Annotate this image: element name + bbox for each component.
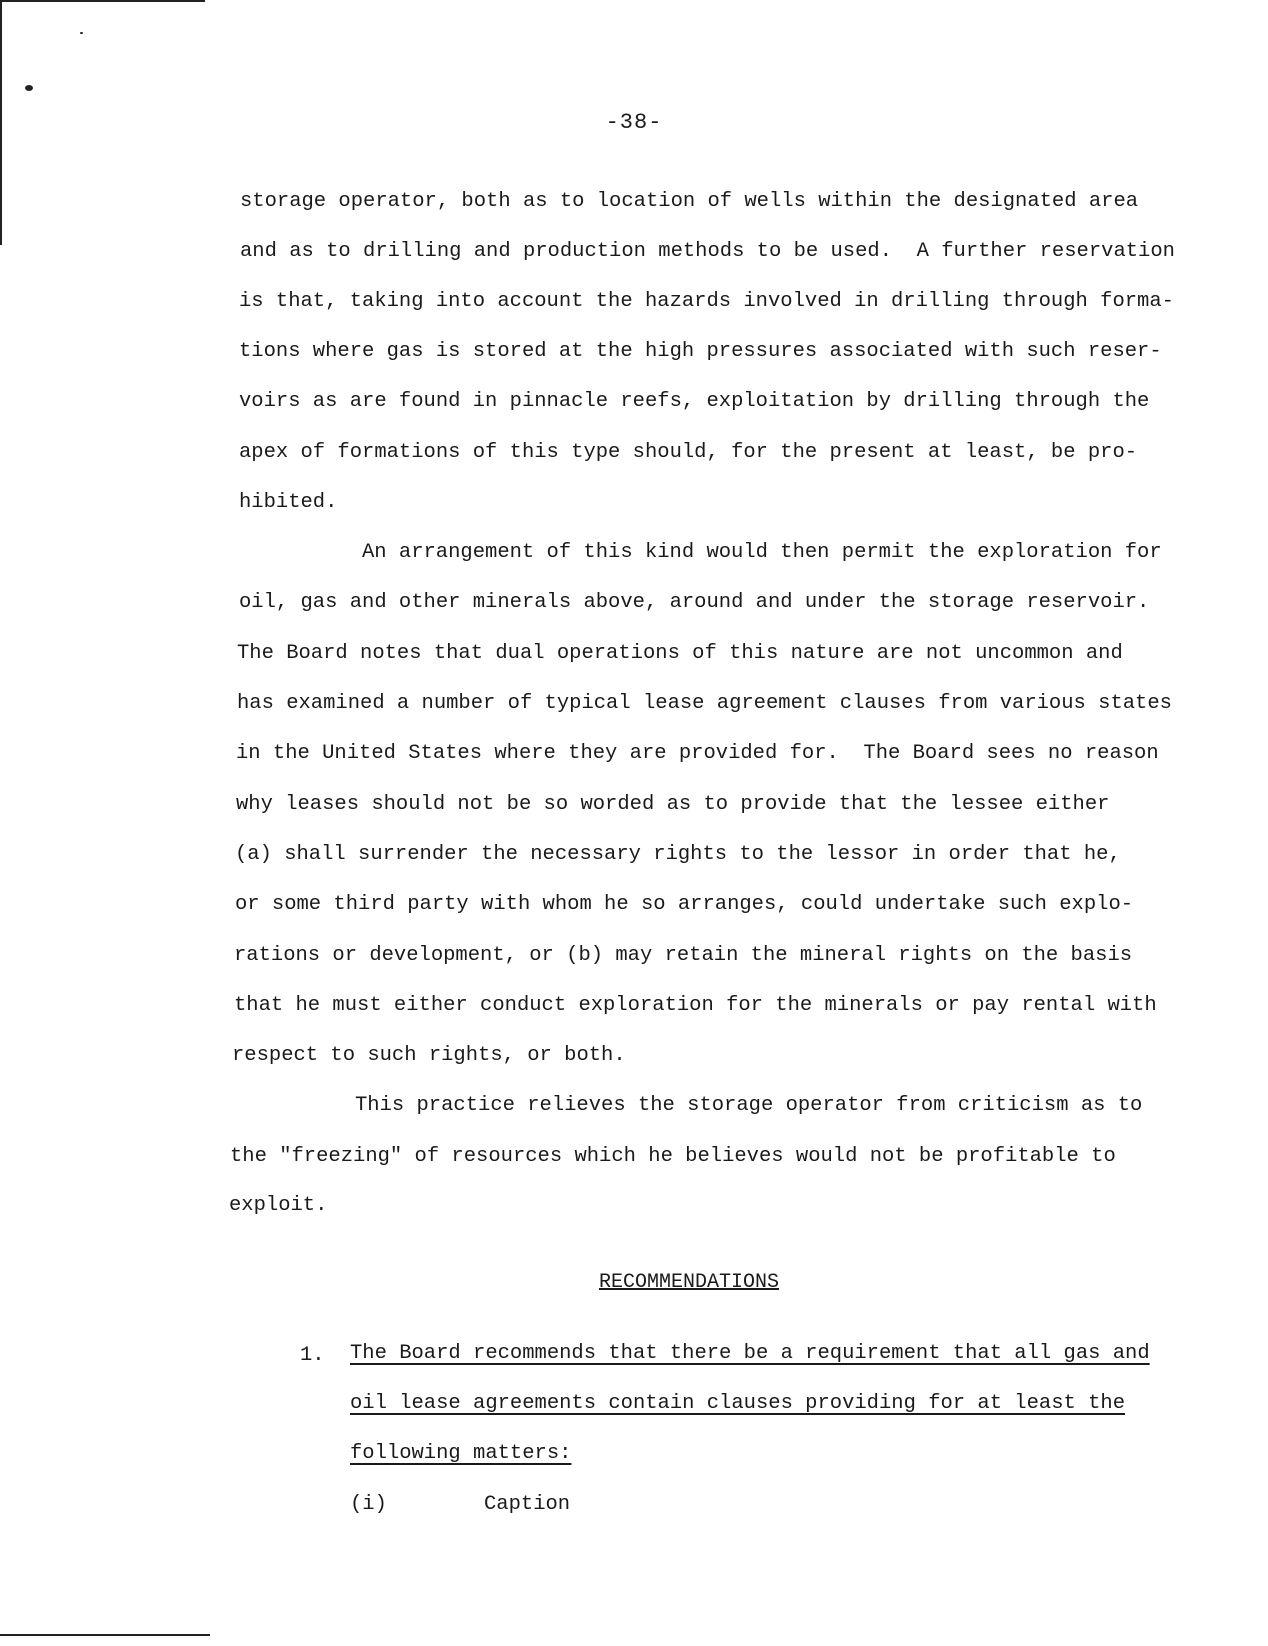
page-number: -38- xyxy=(605,110,663,135)
recommendation-line: following matters: xyxy=(350,1442,572,1465)
text-line: oil, gas and other minerals above, around and under the storage reservoir. xyxy=(239,591,1150,614)
text-line: (a) shall surrender the necessary rights to the lessor in order that he, xyxy=(235,843,1121,866)
text-line: An arrangement of this kind would then permit the exploration for xyxy=(362,541,1162,564)
text-line: in the United States where they are provided for. The Board sees no reason xyxy=(236,742,1159,765)
scan-speck xyxy=(80,32,83,34)
text-line: the "freezing" of resources which he believes would not be profitable to xyxy=(230,1145,1116,1168)
text-line: tions where gas is stored at the high pressures associated with such reser- xyxy=(239,340,1162,363)
text-line: apex of formations of this type should, for the present at least, be pro- xyxy=(239,441,1138,464)
text-line: exploit. xyxy=(229,1194,328,1217)
text-line: is that, taking into account the hazards involved in drilling through forma- xyxy=(239,290,1174,313)
scan-border-top xyxy=(0,0,205,2)
text-line: storage operator, both as to location of wells within the designated area xyxy=(240,190,1139,213)
text-line: hibited. xyxy=(239,491,338,514)
recommendation-line: The Board recommends that there be a requirement that all gas and xyxy=(350,1342,1150,1365)
text-line: respect to such rights, or both. xyxy=(232,1044,626,1067)
recommendation-line: oil lease agreements contain clauses providing for at least the xyxy=(350,1392,1126,1415)
text-line: why leases should not be so worded as to provide that the lessee either xyxy=(236,793,1110,816)
recommendation-number: 1. xyxy=(300,1344,325,1367)
text-line: The Board notes that dual operations of this nature are not uncommon and xyxy=(237,642,1123,665)
recommendations-heading: RECOMMENDATIONS xyxy=(599,1271,780,1294)
subitem-marker: (i) xyxy=(350,1493,387,1516)
text-line: or some third party with whom he so arranges, could undertake such explo- xyxy=(235,893,1134,916)
text-line: and as to drilling and production methods to be used. A further reservation xyxy=(240,240,1175,263)
scan-border-bottom xyxy=(0,1634,210,1636)
text-line: that he must either conduct exploration for the minerals or pay rental with xyxy=(234,994,1157,1017)
text-line: rations or development, or (b) may retain the mineral rights on the basis xyxy=(234,944,1133,967)
scan-speck xyxy=(25,85,33,91)
text-line: voirs as are found in pinnacle reefs, exploitation by drilling through the xyxy=(239,390,1150,413)
subitem-label: Caption xyxy=(484,1493,571,1516)
text-line: This practice relieves the storage operator from criticism as to xyxy=(355,1094,1143,1117)
text-line: has examined a number of typical lease agreement clauses from various states xyxy=(237,692,1172,715)
